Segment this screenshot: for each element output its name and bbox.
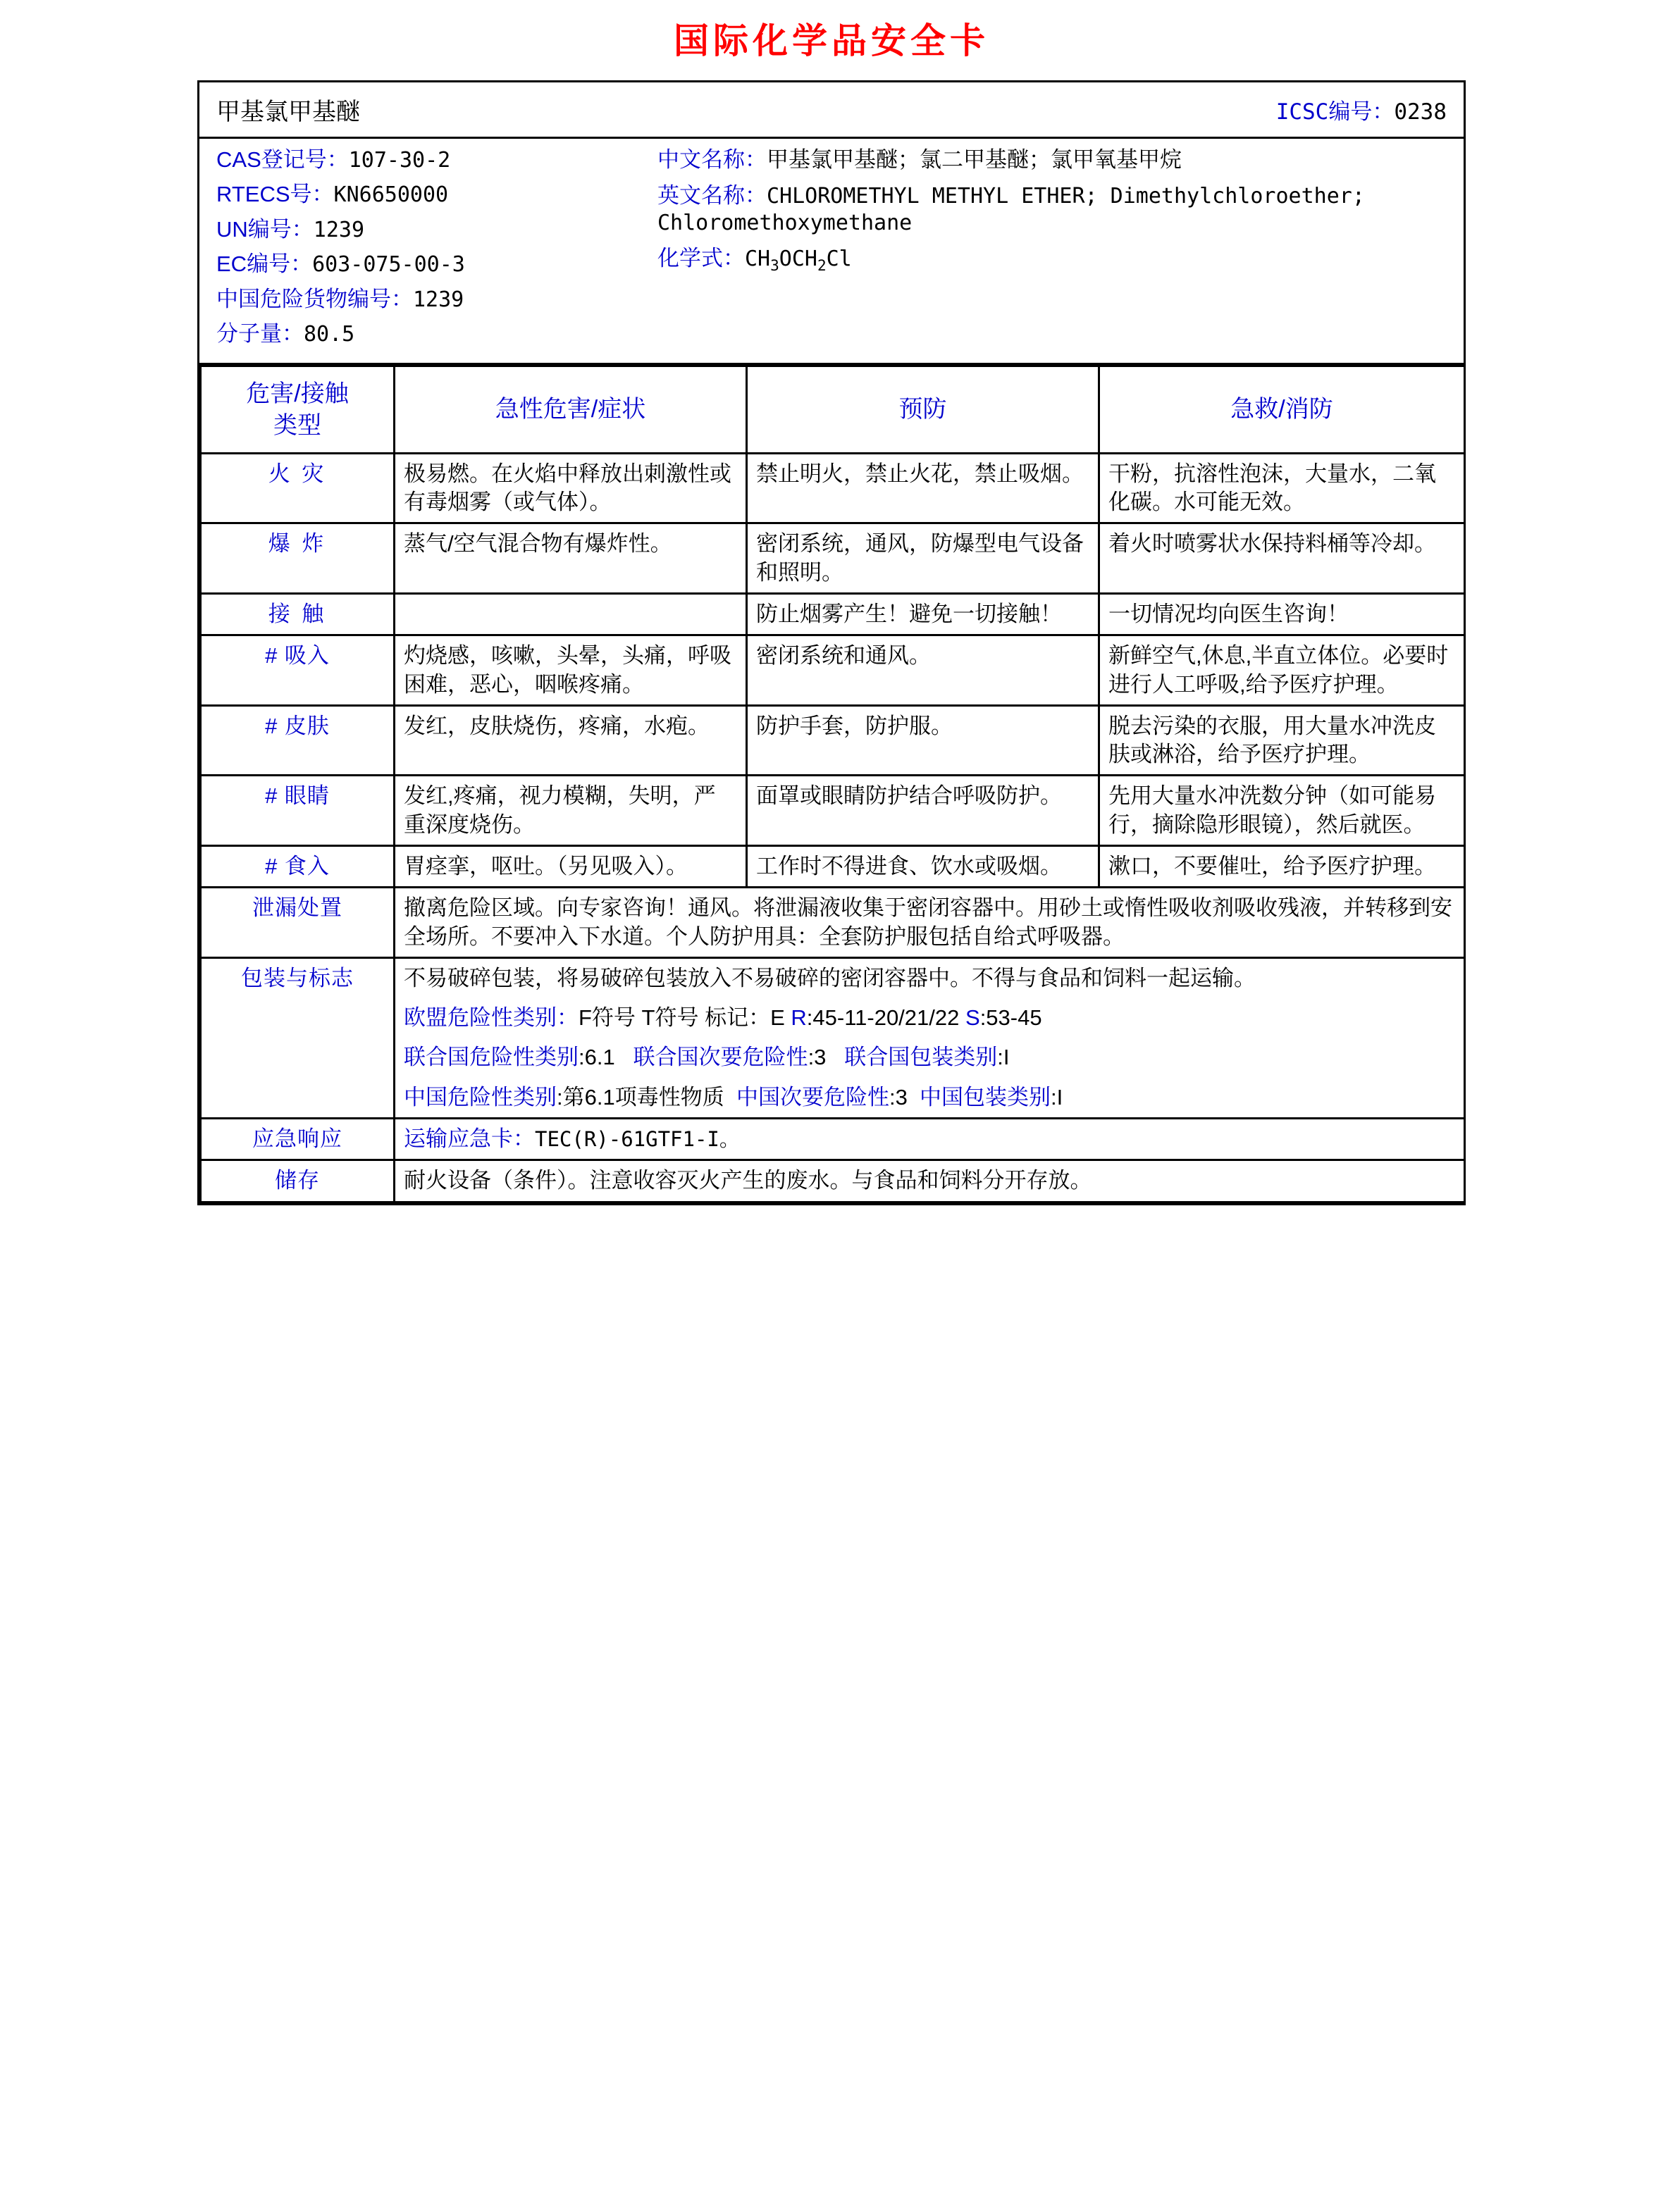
eu-r-label: R xyxy=(791,1005,807,1031)
molecular-weight-label: 分子量： xyxy=(216,321,304,346)
cn-pack-label: 中国包装类别 xyxy=(920,1084,1051,1110)
skin-hazard: 发红，皮肤烧伤，疼痛，水疱。 xyxy=(395,705,747,776)
emergency-content xyxy=(395,1119,1465,1160)
eu-class-label: 欧盟危险性类别： xyxy=(404,1005,579,1031)
header-acute-hazards: 急性危害/症状 xyxy=(395,366,747,453)
storage-row xyxy=(201,1160,1465,1202)
category-ingestion: # 食入 xyxy=(201,845,395,887)
rtecs-value: KN6650000 xyxy=(333,182,449,208)
explosion-hazard: 蒸气/空气混合物有爆炸性。 xyxy=(395,523,747,594)
formula-sub-2: 2 xyxy=(817,257,827,275)
identity-right-column xyxy=(650,146,1464,354)
chinese-names-value: 甲基氯甲基醚；氯二甲基醚；氯甲氧基甲烷 xyxy=(767,147,1182,172)
un-class-value: :6.1 xyxy=(579,1045,615,1070)
eyes-prevention: 面罩或眼睛防护结合呼吸防护。 xyxy=(747,776,1099,846)
rtecs-label: RTECS号： xyxy=(216,182,334,207)
fire-hazard: 极易燃。在火焰中释放出刺激性或有毒烟雾（或气体）。 xyxy=(395,453,747,523)
eu-s-label: S xyxy=(965,1005,980,1031)
cn-class-label: 中国危险性类别 xyxy=(404,1084,557,1110)
exposure-hazard xyxy=(395,593,747,635)
icsc-card-page xyxy=(0,13,1663,1205)
english-names-label: 英文名称： xyxy=(657,182,767,208)
category-skin: # 皮肤 xyxy=(201,705,395,776)
rtecs-line xyxy=(216,180,650,209)
cn-dangerous-goods-label: 中国危险货物编号： xyxy=(216,286,413,311)
formula-part-1: CH xyxy=(745,247,771,272)
emergency-inner-label: 运输应急卡： xyxy=(404,1126,535,1152)
table-row xyxy=(201,635,1465,706)
un-classification-line xyxy=(404,1043,1455,1071)
cn-sub-value: :3 xyxy=(889,1084,908,1110)
table-row xyxy=(201,523,1465,594)
explosion-prevention: 密闭系统，通风，防爆型电气设备和照明。 xyxy=(747,523,1099,594)
icsc-number: 0238 xyxy=(1394,99,1447,125)
spill-row xyxy=(201,888,1465,958)
table-row xyxy=(201,453,1465,523)
emergency-value: TEC(R)-61GTF1-I。 xyxy=(535,1127,740,1152)
molecular-weight-line xyxy=(216,320,650,348)
un-label: UN编号： xyxy=(216,216,314,242)
cas-value: 107-30-2 xyxy=(348,148,451,173)
english-names-line xyxy=(657,182,1449,237)
ec-value: 603-075-00-3 xyxy=(312,252,465,278)
un-value: 1239 xyxy=(313,217,365,242)
card-header xyxy=(199,82,1464,137)
eu-s-value: :53-45 xyxy=(979,1005,1042,1031)
substance-name: 甲基氯甲基醚 xyxy=(216,99,360,125)
formula-part-3: Cl xyxy=(826,247,852,272)
un-pack-value: :I xyxy=(997,1045,1010,1070)
category-fire: 火 灾 xyxy=(201,453,395,523)
cn-sub-label: 中国次要危险性 xyxy=(736,1084,889,1110)
ec-line xyxy=(216,250,650,278)
inhalation-prevention: 密闭系统和通风。 xyxy=(747,635,1099,706)
page-title: 国际化学品安全卡 xyxy=(674,20,989,61)
eyes-hazard: 发红,疼痛，视力模糊，失明，严重深度烧伤。 xyxy=(395,776,747,846)
packaging-label: 包装与标志 xyxy=(201,957,395,1118)
storage-text: 耐火设备（条件）。注意收容灭火产生的废水。与食品和饲料分开存放。 xyxy=(395,1160,1465,1202)
fire-firstaid: 干粉，抗溶性泡沫，大量水，二氧化碳。水可能无效。 xyxy=(1099,453,1465,523)
category-explosion: 爆 炸 xyxy=(201,523,395,594)
ingestion-prevention: 工作时不得进食、饮水或吸烟。 xyxy=(747,845,1099,887)
header-first-aid: 急救/消防 xyxy=(1099,366,1465,453)
cn-classification-line xyxy=(404,1083,1455,1112)
category-exposure: 接 触 xyxy=(201,593,395,635)
spill-label: 泄漏处置 xyxy=(201,888,395,958)
identity-left-column xyxy=(199,146,650,354)
cn-pack-value: :I xyxy=(1051,1084,1063,1110)
table-row xyxy=(201,705,1465,776)
eyes-firstaid: 先用大量水冲洗数分钟（如可能易行，摘除隐形眼镜），然后就医。 xyxy=(1099,776,1465,846)
table-row xyxy=(201,593,1465,635)
header-hazard-type-line2: 类型 xyxy=(273,411,321,439)
chinese-names-label: 中文名称： xyxy=(657,147,767,172)
skin-prevention: 防护手套，防护服。 xyxy=(747,705,1099,776)
un-line xyxy=(216,216,650,244)
exposure-prevention: 防止烟雾产生！避免一切接触！ xyxy=(747,593,1099,635)
identity-row xyxy=(199,139,1464,365)
eu-r-value: :45-11-20/21/22 xyxy=(806,1005,965,1031)
exposure-firstaid: 一切情况均向医生咨询！ xyxy=(1099,593,1465,635)
inhalation-firstaid: 新鲜空气,休息,半直立体位。必要时进行人工呼吸,给予医疗护理。 xyxy=(1099,635,1465,706)
ec-label: EC编号： xyxy=(216,251,313,277)
hazard-table xyxy=(199,365,1466,1203)
table-header-row xyxy=(201,366,1465,453)
icsc-card xyxy=(197,80,1466,1205)
english-names-value: CHLOROMETHYL METHYL ETHER; Dimethylchloroether; Chloromethoxymethane xyxy=(657,183,1365,236)
table-row xyxy=(201,845,1465,887)
formula-part-2: OCH xyxy=(779,247,817,272)
formula-label: 化学式： xyxy=(657,246,745,271)
molecular-weight-value: 80.5 xyxy=(304,321,355,347)
explosion-firstaid: 着火时喷雾状水保持料桶等冷却。 xyxy=(1099,523,1465,594)
ingestion-firstaid: 漱口，不要催吐，给予医疗护理。 xyxy=(1099,845,1465,887)
cas-line xyxy=(216,146,650,174)
icsc-label: ICSC编号： xyxy=(1275,99,1395,125)
un-sub-value: :3 xyxy=(808,1045,827,1070)
card-header-row xyxy=(199,82,1464,139)
formula-sub-1: 3 xyxy=(770,257,779,275)
cn-class-value: :第6.1项毒性物质 xyxy=(557,1084,724,1110)
cas-label: CAS登记号： xyxy=(216,147,349,172)
fire-prevention: 禁止明火，禁止火花，禁止吸烟。 xyxy=(747,453,1099,523)
packaging-paragraph: 不易破碎包装，将易破碎包装放入不易破碎的密闭容器中。不得与食品和饲料一起运输。 xyxy=(404,965,1256,990)
inhalation-hazard: 灼烧感，咳嗽，头晕，头痛，呼吸困难，恶心，咽喉疼痛。 xyxy=(395,635,747,706)
header-prevention: 预防 xyxy=(747,366,1099,453)
packaging-content xyxy=(395,957,1465,1118)
spill-text: 撤离危险区域。向专家咨询！通风。将泄漏液收集于密闭容器中。用砂土或惰性吸收剂吸收残液，并转移到安全场所。不要冲入下水道。个人防护用具：全套防护服包括自给式呼吸器。 xyxy=(395,888,1465,958)
emergency-row xyxy=(201,1119,1465,1160)
eu-classification-line xyxy=(404,1004,1455,1032)
category-inhalation: # 吸入 xyxy=(201,635,395,706)
emergency-label: 应急响应 xyxy=(201,1119,395,1160)
un-pack-label: 联合国包装类别 xyxy=(844,1045,998,1070)
header-hazard-type xyxy=(201,366,395,453)
cn-dangerous-goods-line xyxy=(216,285,650,313)
formula-line xyxy=(657,244,1449,275)
storage-label: 储存 xyxy=(201,1160,395,1202)
skin-firstaid: 脱去污染的衣服，用大量水冲洗皮肤或淋浴，给予医疗护理。 xyxy=(1099,705,1465,776)
category-eyes: # 眼睛 xyxy=(201,776,395,846)
chinese-names-line xyxy=(657,146,1449,174)
table-row xyxy=(201,776,1465,846)
packaging-row xyxy=(201,957,1465,1118)
ingestion-hazard: 胃痉挛，呕吐。（另见吸入）。 xyxy=(395,845,747,887)
un-class-label: 联合国危险性类别 xyxy=(404,1045,579,1070)
eu-class-value: F符号 T符号 标记：E xyxy=(579,1005,791,1031)
identity-block xyxy=(199,139,1464,363)
un-sub-label: 联合国次要危险性 xyxy=(633,1045,808,1070)
icsc-number-block xyxy=(1276,94,1447,125)
header-hazard-type-line1: 危害/接触 xyxy=(246,380,349,408)
cn-dangerous-goods-value: 1239 xyxy=(413,287,464,312)
formula-value xyxy=(745,247,852,275)
